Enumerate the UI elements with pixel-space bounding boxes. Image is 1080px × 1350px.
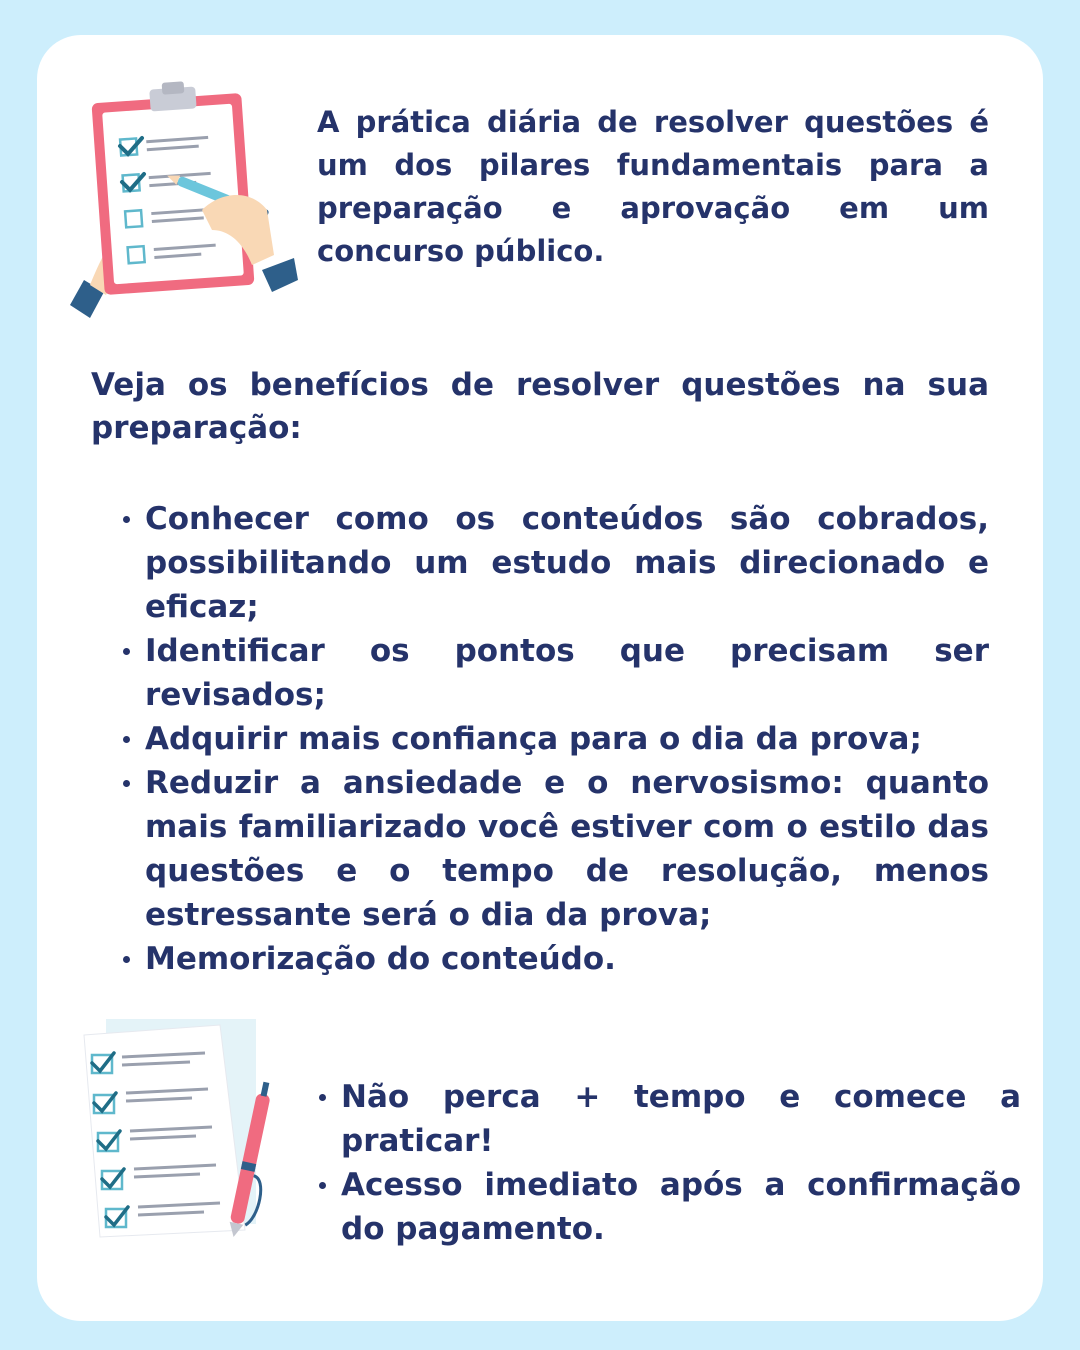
intro-paragraph: A prática diária de resolver questões é um dos pilares fundamentais para a preparação e aprovação em um concurso público.	[317, 105, 989, 268]
list-item: Adquirir mais confiança para o dia da prova;	[145, 717, 989, 761]
clipboard-checklist-icon	[62, 80, 302, 325]
benefits-heading: Veja os benefícios de resolver questões na sua preparação:	[91, 367, 989, 446]
cta-list	[341, 1075, 1021, 1251]
list-item: Reduzir a ansiedade e o nervosismo: quanto mais familiarizado você estiver com o estilo das questões e o tempo de resolução, menos estressante será o dia da prova;	[145, 761, 989, 937]
checklist-paper-pen-icon	[80, 1015, 280, 1240]
list-item: Acesso imediato após a confirmação do pagamento.	[341, 1163, 1021, 1251]
list-item: Não perca + tempo e comece a praticar!	[341, 1075, 1021, 1163]
list-item: Identificar os pontos que precisam ser revisados;	[145, 629, 989, 717]
benefits-list	[145, 497, 989, 981]
list-item: Conhecer como os conteúdos são cobrados, possibilitando um estudo mais direcionado e eficaz;	[145, 497, 989, 629]
list-item: Memorização do conteúdo.	[145, 937, 989, 981]
